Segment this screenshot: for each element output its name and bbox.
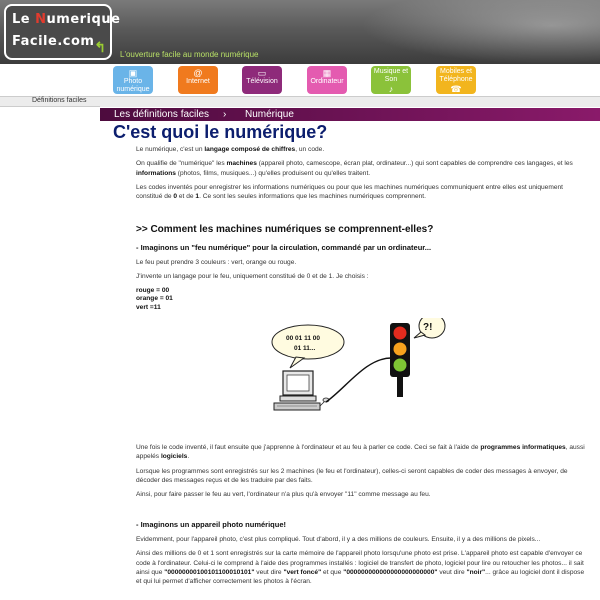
- nav-ordinateur[interactable]: ▦ Ordinateur: [307, 66, 347, 94]
- site-logo[interactable]: [4, 4, 121, 60]
- music-icon: ♪: [388, 84, 394, 94]
- subsection-heading-traffic-light: - Imaginons un "feu numérique" pour la circulation, commandé par un ordinateur...: [136, 242, 432, 252]
- section-separator: ›: [223, 109, 227, 120]
- header-highlight: [360, 0, 600, 64]
- illustration-svg: [136, 318, 588, 428]
- code-vert: vert =11: [136, 303, 161, 311]
- section-heading: >> Comment les machines numériques se comprennent-elles?: [136, 224, 434, 236]
- tv-icon: ▭: [257, 68, 267, 78]
- logo-text-line2: Facile.com: [12, 34, 95, 49]
- section-link-numerique[interactable]: Numérique: [245, 109, 294, 120]
- code-definitions: [136, 287, 588, 313]
- computer-icon: [274, 371, 329, 410]
- arrow-icon: ↰: [94, 39, 106, 55]
- nav-musique[interactable]: Musique et Son ♪: [371, 66, 411, 94]
- camera-paragraph-2: Ainsi des millions de 0 et 1 sont enregistrés sur la carte mémoire de l'appareil photo lorsqu'une photo est prise. L'appareil photo est capable d'envoyer ce code à l'ordinateur. Celui-ci le comprend à l'aide des programmes installés : logiciel de transfert de photo, logiciel pour lire ou retoucher les photos... il sait ainsi que "00000000100101100010101" veut dire "vert foncé" et que "000000000000000000000000" veut dire "noir"... grâce au logiciel dont il dispose et qui lui permet d'afficher correctement les photos à l'écran.: [136, 550, 585, 586]
- phone-icon: ☎: [450, 84, 462, 94]
- programs-paragraph-1: Une fois le code inventé, il faut ensuite que j'apprenne à l'ordinateur et au feu à parler ce code. Ceci se fait à l'aide de programmes informatiques, aussi appelés logiciels.: [136, 444, 585, 461]
- traffic-paragraph-2: J'invente un langage pour le feu, uniquement constitué de 0 et de 1. Je choisis :: [136, 273, 369, 281]
- subsection-heading-camera: - Imaginons un appareil photo numérique!: [136, 519, 287, 529]
- article-content: [136, 145, 588, 591]
- programs-paragraph-3: Ainsi, pour faire passer le feu au vert, l'ordinateur n'a plus qu'à envoyer "11" comme message au feu.: [136, 491, 431, 499]
- at-icon: @: [193, 68, 203, 78]
- nav-television[interactable]: ▭ Télévision: [242, 66, 282, 94]
- section-bar: [100, 108, 600, 121]
- programs-paragraph-2: Lorsque les programmes sont enregistrés sur les 2 machines (le feu et l'ordinateur), celles-ci seront capables de coder des messages à envoyer, de décoder des messages reçus et de les traduire par des faits.: [136, 467, 568, 485]
- bubble-code-line1: 00 01 11 00: [286, 335, 320, 343]
- traffic-paragraph-1: Le feu peut prendre 3 couleurs : vert, orange ou rouge.: [136, 259, 297, 267]
- computer-traffic-light-illustration: [136, 318, 588, 428]
- bubble-code-line2: 01 11...: [294, 345, 316, 353]
- divider: [0, 106, 100, 107]
- intro-paragraph-2: On qualifie de "numérique" les machines (appareil photo, camescope, écran plat, ordinateur...) qui sont capables de comprendre ces langages, et les informations (photos, films, musiques...) qu'elles produisent ou qu'elles traitent.: [136, 160, 573, 177]
- bubble-exclamation-text: ?!: [423, 322, 433, 334]
- site-header: [0, 0, 600, 64]
- logo-text-line1: Le Numerique: [12, 12, 121, 27]
- code-orange: orange = 01: [136, 295, 173, 303]
- breadcrumb-definitions[interactable]: Définitions faciles: [32, 97, 87, 104]
- page-title: C'est quoi le numérique?: [113, 122, 328, 142]
- intro-paragraph-1: Le numérique, c'est un langage composé de chiffres, un code.: [136, 146, 325, 153]
- tagline: L'ouverture facile au monde numérique: [120, 50, 259, 59]
- code-rouge: rouge = 00: [136, 286, 170, 294]
- nav-internet[interactable]: @ Internet: [178, 66, 218, 94]
- section-link-definitions[interactable]: Les définitions faciles: [114, 109, 210, 120]
- traffic-light-icon: [390, 323, 410, 397]
- nav-photo[interactable]: ▣ Photo numérique: [113, 66, 153, 94]
- photo-icon: ▣: [128, 68, 138, 78]
- cable: [326, 358, 391, 402]
- intro-paragraph-3: Les codes inventés pour enregistrer les informations numériques ou pour que les machines numériques communiquent entre elles est uniquement constitué de 0 et de 1. Ce sont les seules informations que les machines numériques comprennent.: [136, 183, 564, 201]
- computer-icon: ▦: [322, 68, 332, 78]
- camera-paragraph-1: Evidemment, pour l'appareil photo, c'est plus compliqué. Tout d'abord, il y a des millions de couleurs. Ensuite, il y a des millions de pixels...: [136, 535, 541, 543]
- exclamation-bubble: [414, 318, 445, 338]
- category-nav: [0, 64, 600, 96]
- nav-mobiles[interactable]: Mobiles et Téléphone ☎: [436, 66, 476, 94]
- speech-bubble: [272, 325, 344, 368]
